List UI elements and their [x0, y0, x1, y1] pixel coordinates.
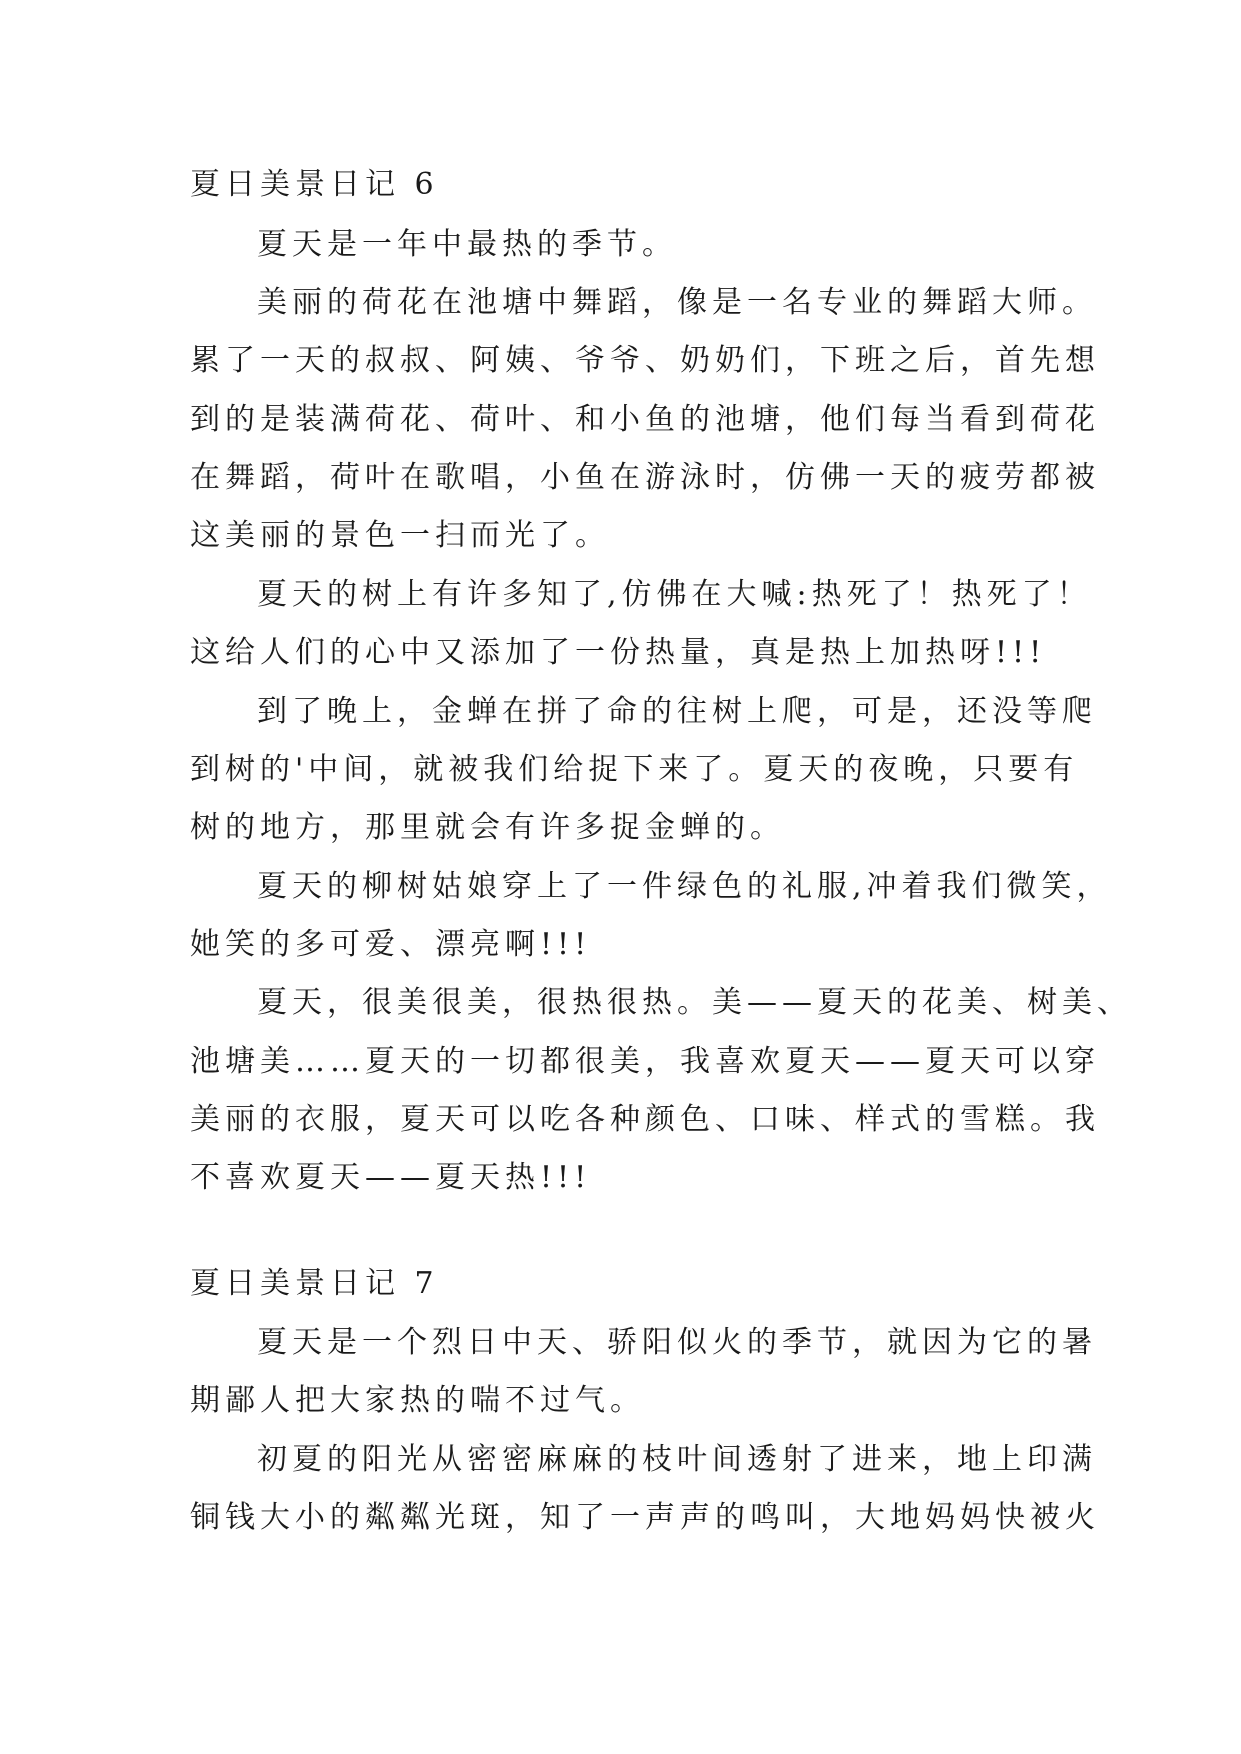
diary-6-line: 在舞蹈，荷叶在歌唱，小鱼在游泳时，仿佛一天的疲劳都被 [190, 460, 1100, 495]
diary-6-line: 美丽的荷花在池塘中舞蹈，像是一名专业的舞蹈大师。 [257, 285, 1097, 320]
diary-6-line: 到树的'中间，就被我们给捉下来了。夏天的夜晚，只要有 [190, 752, 1079, 787]
diary-6-line: 这美丽的景色一扫而光了。 [190, 518, 610, 553]
diary-6-line: 到了晚上，金蝉在拼了命的往树上爬，可是，还没等爬 [257, 694, 1097, 729]
diary-7-line: 夏天是一个烈日中天、骄阳似火的季节，就因为它的暑 [257, 1325, 1097, 1360]
diary-6-line: 夏天是一年中最热的季节。 [257, 227, 677, 262]
diary-6-line: 池塘美……夏天的一切都很美，我喜欢夏天——夏天可以穿 [190, 1044, 1100, 1079]
diary-7-line: 期鄙人把大家热的喘不过气。 [190, 1383, 645, 1418]
diary-6-line: 树的地方，那里就会有许多捉金蝉的。 [190, 810, 785, 845]
diary-6-line: 夏天的树上有许多知了,仿佛在大喊:热死了！热死了！ [257, 577, 1092, 612]
diary-6-line: 到的是装满荷花、荷叶、和小鱼的池塘，他们每当看到荷花 [190, 402, 1100, 437]
diary-6-line: 不喜欢夏天——夏天热!!! [190, 1160, 592, 1195]
diary-7-line: 初夏的阳光从密密麻麻的枝叶间透射了进来，地上印满 [257, 1442, 1097, 1477]
diary-6-line: 夏天的柳树姑娘穿上了一件绿色的礼服,冲着我们微笑， [257, 869, 1112, 904]
diary-6-line: 累了一天的叔叔、阿姨、爷爷、奶奶们，下班之后，首先想 [190, 343, 1100, 378]
diary-7-line: 铜钱大小的粼粼光斑，知了一声声的鸣叫，大地妈妈快被火 [190, 1500, 1100, 1535]
diary-6-line: 这给人们的心中又添加了一份热量，真是热上加热呀!!! [190, 635, 1047, 670]
diary-6-title: 夏日美景日记 6 [190, 167, 439, 202]
diary-6-line: 夏天，很美很美，很热很热。美——夏天的花美、树美、 [257, 985, 1132, 1020]
diary-7-title: 夏日美景日记 7 [190, 1266, 439, 1301]
diary-6-line: 她笑的多可爱、漂亮啊!!! [190, 927, 592, 962]
diary-6-line: 美丽的衣服，夏天可以吃各种颜色、口味、样式的雪糕。我 [190, 1102, 1100, 1137]
